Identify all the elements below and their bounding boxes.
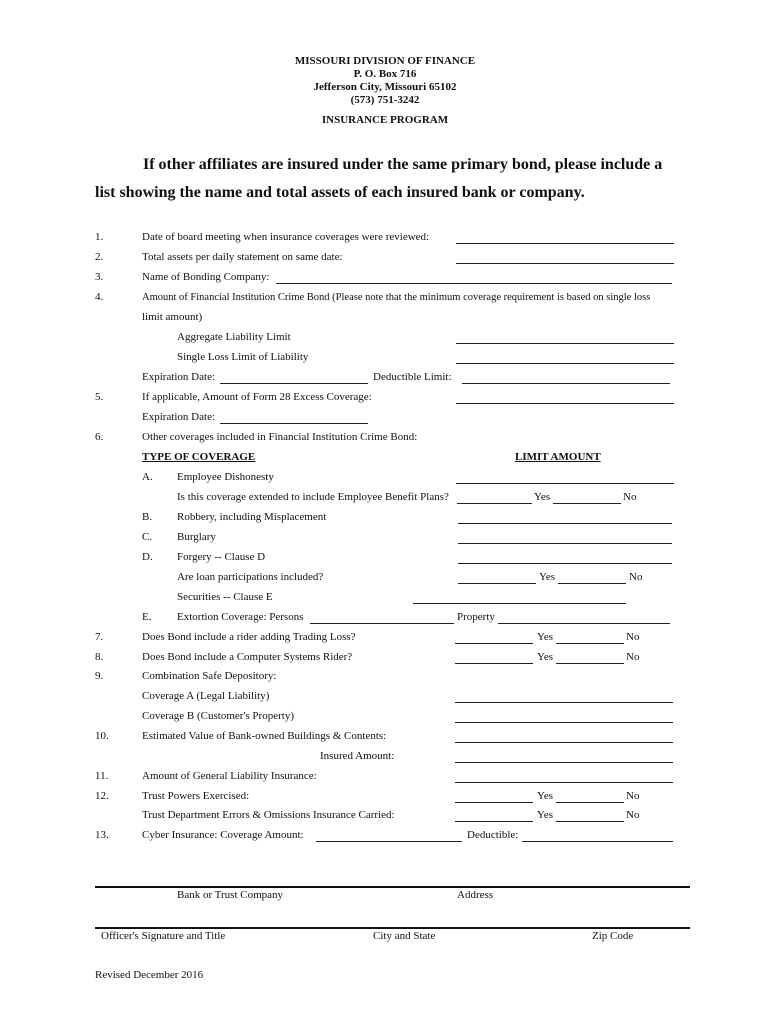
aggregate-limit-field[interactable] — [456, 343, 674, 344]
letter-a: A. — [142, 471, 153, 483]
trading-loss-yes-label: Yes — [537, 631, 554, 643]
computer-rider-label: Does Bond include a Computer Systems Rider? — [142, 651, 353, 663]
extortion-property-label: Property — [457, 611, 495, 623]
loan-participations-yes-field[interactable] — [458, 583, 536, 584]
item-number-3: 3. — [95, 271, 104, 283]
city-address: Jefferson City, Missouri 65102 — [313, 81, 457, 93]
benefit-plans-no-field[interactable] — [553, 503, 621, 504]
item-number-4: 4. — [95, 291, 104, 303]
cyber-coverage-label: Cyber Insurance: Coverage Amount: — [142, 829, 304, 841]
benefit-plans-no-label: No — [623, 491, 637, 503]
computer-rider-yes-field[interactable] — [455, 663, 533, 664]
single-loss-label: Single Loss Limit of Liability — [177, 351, 309, 363]
benefit-plans-label: Is this coverage extended to include Employee Benefit Plans? — [177, 491, 449, 503]
robbery-label: Robbery, including Misplacement — [177, 511, 327, 523]
coverage-b-field[interactable] — [455, 722, 673, 723]
bonding-company-field[interactable] — [276, 283, 672, 284]
letter-c: C. — [142, 531, 153, 543]
item-number-6: 6. — [95, 431, 104, 443]
instruction-line-1: If other affiliates are insured under the same primary bond, please include a — [143, 156, 663, 173]
general-liability-field[interactable] — [455, 782, 673, 783]
cyber-deductible-field[interactable] — [522, 841, 673, 842]
trust-powers-no-field[interactable] — [556, 802, 624, 803]
excess-coverage-label: If applicable, Amount of Form 28 Excess Coverage: — [142, 391, 372, 403]
officer-signature-line[interactable] — [95, 927, 690, 929]
burglary-label: Burglary — [177, 531, 216, 543]
aggregate-limit-label: Aggregate Liability Limit — [177, 331, 291, 343]
coverage-a-label: Coverage A (Legal Liability) — [142, 690, 270, 702]
extortion-property-field[interactable] — [498, 623, 670, 624]
cyber-coverage-field[interactable] — [316, 841, 462, 842]
city-state-label: City and State — [373, 930, 436, 942]
excess-expiration-field[interactable] — [220, 423, 368, 424]
zip-code-label: Zip Code — [592, 930, 634, 942]
item-number-11: 11. — [95, 770, 109, 782]
board-meeting-date-field[interactable] — [456, 243, 674, 244]
total-assets-label: Total assets per daily statement on same date: — [142, 251, 343, 263]
trust-eo-no-label: No — [626, 809, 640, 821]
deductible-limit-field[interactable] — [462, 383, 670, 384]
trading-loss-yes-field[interactable] — [455, 643, 533, 644]
deductible-limit-label: Deductible Limit: — [373, 371, 452, 383]
letter-e: E. — [142, 611, 152, 623]
limit-amount-heading: LIMIT AMOUNT — [515, 451, 601, 463]
item-number-7: 7. — [95, 631, 104, 643]
crime-bond-label: Amount of Financial Institution Crime Bond (Please note that the minimum coverage requirement is based on single loss — [142, 292, 651, 303]
forgery-label: Forgery -- Clause D — [177, 551, 266, 563]
instruction-line-2: list showing the name and total assets of each insured bank or company. — [95, 184, 585, 201]
expiration-date-label: Expiration Date: — [142, 371, 216, 383]
trust-eo-no-field[interactable] — [556, 821, 624, 822]
letter-b: B. — [142, 511, 153, 523]
item-number-9: 9. — [95, 670, 104, 682]
item-number-10: 10. — [95, 730, 109, 742]
cyber-deductible-label: Deductible: — [467, 829, 519, 841]
buildings-value-field[interactable] — [455, 742, 673, 743]
bank-address-line[interactable] — [95, 886, 690, 888]
officer-signature-label: Officer's Signature and Title — [101, 930, 226, 942]
trust-eo-yes-field[interactable] — [455, 821, 533, 822]
extortion-persons-field[interactable] — [310, 623, 454, 624]
forgery-field[interactable] — [458, 563, 672, 564]
trust-powers-label: Trust Powers Exercised: — [142, 790, 250, 802]
coverage-a-field[interactable] — [455, 702, 673, 703]
loan-participations-yes-label: Yes — [539, 571, 556, 583]
single-loss-field[interactable] — [456, 363, 674, 364]
loan-participations-no-label: No — [629, 571, 643, 583]
item-number-1: 1. — [95, 231, 104, 243]
excess-expiration-label: Expiration Date: — [142, 411, 216, 423]
computer-rider-yes-label: Yes — [537, 651, 554, 663]
securities-label: Securities -- Clause E — [177, 591, 273, 603]
computer-rider-no-field[interactable] — [556, 663, 624, 664]
insured-amount-label: Insured Amount: — [320, 750, 395, 762]
trust-powers-yes-field[interactable] — [455, 802, 533, 803]
phone-number: (573) 751-3242 — [350, 94, 420, 106]
program-title: INSURANCE PROGRAM — [321, 114, 449, 126]
loan-participations-no-field[interactable] — [558, 583, 626, 584]
address-label: Address — [457, 889, 494, 901]
agency-name: MISSOURI DIVISION OF FINANCE — [294, 55, 476, 67]
other-coverages-label: Other coverages included in Financial Institution Crime Bond: — [142, 431, 418, 443]
trading-loss-no-field[interactable] — [556, 643, 624, 644]
expiration-date-field[interactable] — [220, 383, 368, 384]
trust-eo-label: Trust Department Errors & Omissions Insurance Carried: — [142, 809, 395, 821]
trading-loss-label: Does Bond include a rider adding Trading Loss? — [142, 631, 356, 643]
type-of-coverage-heading: TYPE OF COVERAGE — [142, 451, 256, 463]
item-number-5: 5. — [95, 391, 104, 403]
trust-eo-yes-label: Yes — [537, 809, 554, 821]
safe-depository-label: Combination Safe Depository: — [142, 670, 277, 682]
coverage-b-label: Coverage B (Customer's Property) — [142, 710, 294, 722]
po-box: P. O. Box 716 — [353, 68, 417, 80]
securities-field[interactable] — [413, 603, 626, 604]
computer-rider-no-label: No — [626, 651, 640, 663]
item-number-12: 12. — [95, 790, 109, 802]
letter-d: D. — [142, 551, 153, 563]
crime-bond-label-cont: limit amount) — [142, 311, 203, 323]
extortion-label: Extortion Coverage: Persons — [177, 611, 304, 623]
insured-amount-field[interactable] — [455, 762, 673, 763]
item-number-13: 13. — [95, 829, 109, 841]
employee-dishonesty-label: Employee Dishonesty — [177, 471, 274, 483]
trading-loss-no-label: No — [626, 631, 640, 643]
general-liability-label: Amount of General Liability Insurance: — [142, 770, 317, 782]
trust-powers-yes-label: Yes — [537, 790, 554, 802]
excess-coverage-field[interactable] — [456, 403, 674, 404]
benefit-plans-yes-field[interactable] — [457, 503, 532, 504]
benefit-plans-yes-label: Yes — [534, 491, 551, 503]
revised-date: Revised December 2016 — [95, 969, 204, 981]
robbery-field[interactable] — [458, 523, 672, 524]
buildings-value-label: Estimated Value of Bank-owned Buildings & Contents: — [142, 730, 387, 742]
loan-participations-label: Are loan participations included? — [177, 571, 324, 583]
trust-powers-no-label: No — [626, 790, 640, 802]
board-meeting-label: Date of board meeting when insurance coverages were reviewed: — [142, 231, 430, 243]
bank-label: Bank or Trust Company — [177, 889, 284, 901]
total-assets-field[interactable] — [456, 263, 674, 264]
burglary-field[interactable] — [458, 543, 672, 544]
item-number-8: 8. — [95, 651, 104, 663]
item-number-2: 2. — [95, 251, 104, 263]
employee-dishonesty-field[interactable] — [456, 483, 674, 484]
bonding-company-label: Name of Bonding Company: — [142, 271, 270, 283]
